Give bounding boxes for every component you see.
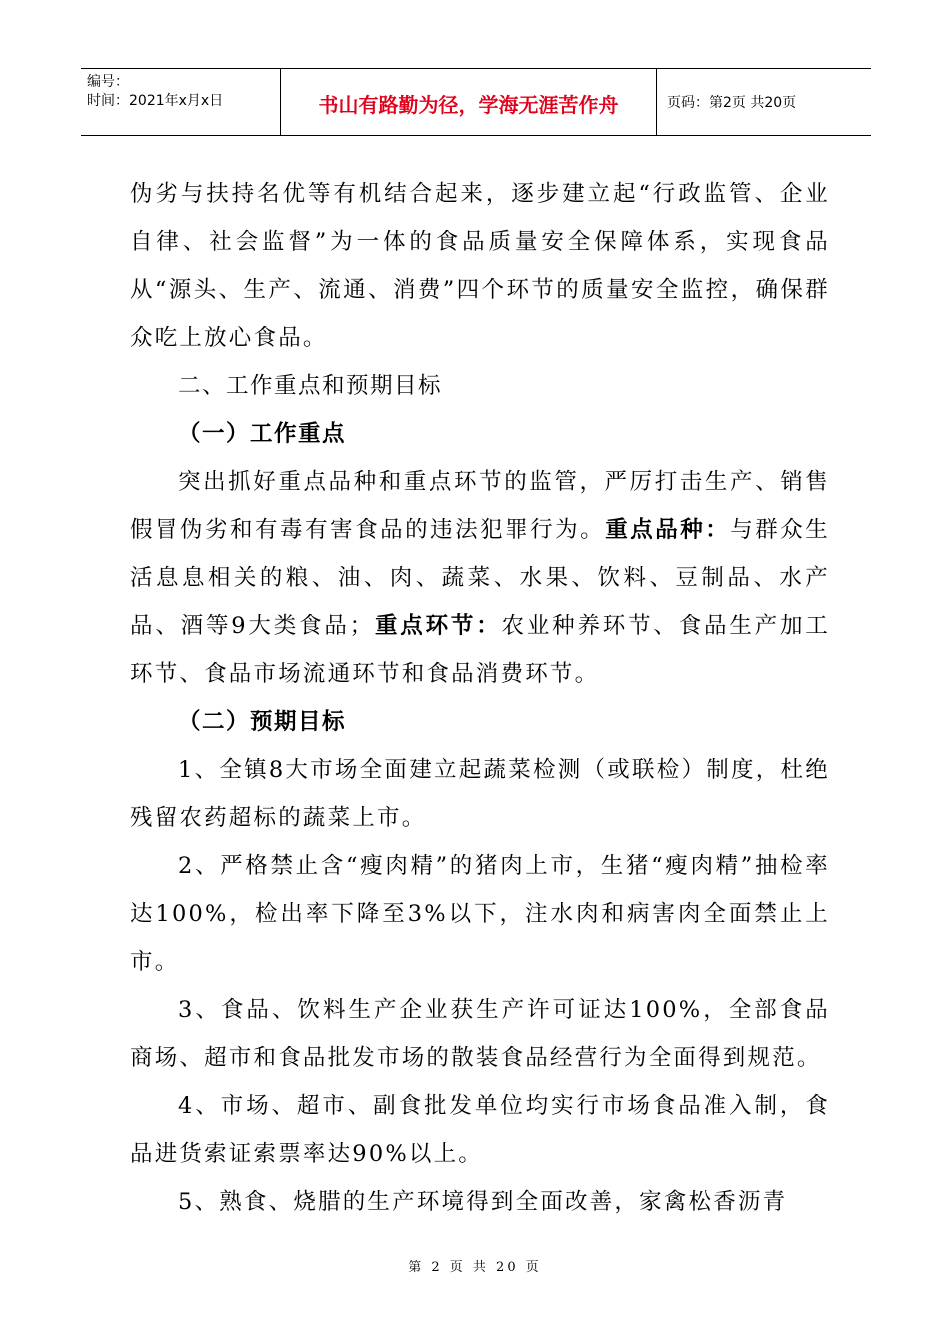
- goal-item-4: 4、市场、超市、副食批发单位均实行市场食品准入制，食品进货索证索票率达90%以上。: [130, 1093, 830, 1167]
- goal-item-5: 5、熟食、烧腊的生产环境得到全面改善，家禽松香沥青: [178, 1189, 788, 1215]
- time-label: 时间：2021年x月x日: [87, 93, 224, 109]
- text-run: 突出抓好重点品种和重点环节的监管，严厉打击生产、销售假冒伪劣和有毒有害食品的违法犯罪行为。: [130, 469, 830, 543]
- page-footer: 第 2 页 共 20 页: [408, 1260, 542, 1275]
- text-run: 与群众生活息息相关的粮、油、肉、蔬菜、水果、饮料、豆制品、水产品、酒等9大类食品；: [130, 517, 830, 639]
- header-page-info: 页码：第2页 共20页: [667, 95, 797, 111]
- bold-label-key-varieties: 重点品种：: [605, 517, 731, 543]
- number-label: 编号：: [87, 74, 129, 90]
- goal-item-3: 3、食品、饮料生产企业获生产许可证达100%，全部食品商场、超市和食品批发市场的散装食品经营行为全面得到规范。: [130, 997, 830, 1071]
- paragraph-work-focus: [130, 458, 830, 698]
- subsection-heading-expected-goals: （二）预期目标: [178, 709, 347, 735]
- document-body: [130, 170, 830, 1226]
- goal-item-2: 2、严格禁止含“瘦肉精”的猪肉上市，生猪“瘦肉精”抽检率达100%，检出率下降至3%以下，注水肉和病害肉全面禁止上市。: [130, 853, 830, 975]
- header-motto: 书山有路勤为径，学海无涯苦作舟: [281, 69, 657, 135]
- paragraph-intro: 伪劣与扶持名优等有机结合起来，逐步建立起“行政监管、企业自律、社会监督”为一体的食品质量安全保障体系，实现食品从“源头、生产、流通、消费”四个环节的质量安全监控，确保群众吃上放心食品。: [130, 181, 830, 351]
- section-heading: 二、工作重点和预期目标: [178, 373, 443, 399]
- bold-label-key-links: 重点环节：: [374, 613, 502, 639]
- subsection-heading-work-focus: （一）工作重点: [178, 421, 347, 447]
- header-meta: [81, 69, 281, 135]
- text-run: 农业种养环节、食品生产加工环节、食品市场流通环节和食品消费环节。: [130, 613, 830, 687]
- page-header: [81, 68, 871, 136]
- goal-item-1: 1、全镇8大市场全面建立起蔬菜检测（或联检）制度，杜绝残留农药超标的蔬菜上市。: [130, 757, 830, 831]
